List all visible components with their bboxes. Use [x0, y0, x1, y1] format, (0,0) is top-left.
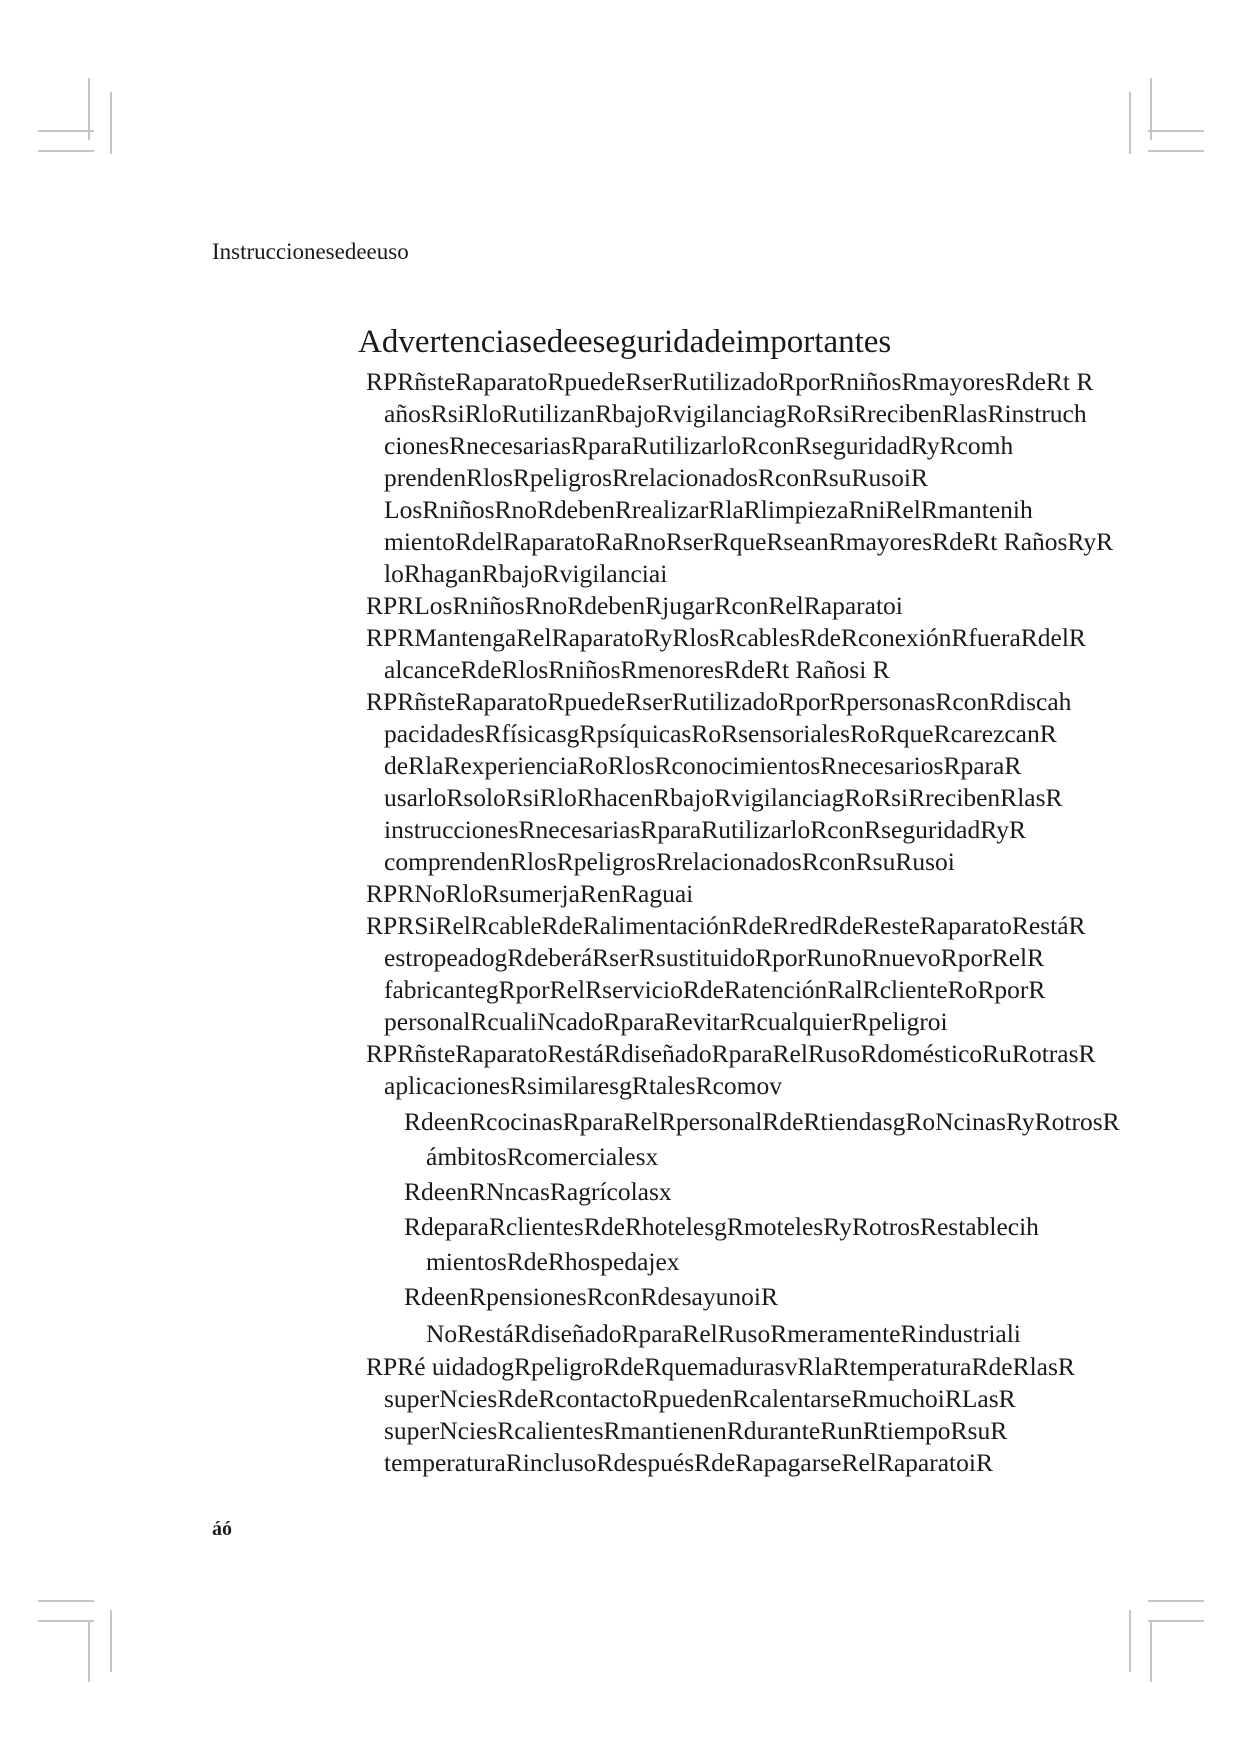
crop-mark-top-left-vertical-2 — [88, 78, 90, 140]
text-line: RPRñsteRaparatoRpuedeRserRutilizadoRporRniñosRmayoresRdeRt R — [366, 367, 1094, 396]
text-line: LosRniñosRnoRdebenRrealizarRlaRlimpiezaRniRelRmantenih — [384, 495, 1033, 524]
text-line: RdeenRNncasRagrícolasx — [404, 1177, 672, 1206]
crop-mark-bottom-right-vertical — [1150, 1620, 1152, 1682]
text-line: usarloRsoloRsiRloRhacenRbajoRvigilanciagRoRsiRrecibenRlasR — [384, 783, 1063, 812]
safety-warnings-body — [366, 366, 1120, 1479]
crop-mark-top-right-horizontal-1 — [1148, 130, 1204, 132]
text-line: RdeenRpensionesRconRdesayunoiR — [404, 1282, 778, 1311]
text-line: RPRé uidadogRpeligroRdeRquemadurasvRlaRtemperaturaRdeRlasR — [366, 1352, 1075, 1381]
text-line: prendenRlosRpeligrosRrelacionadosRconRsuRusoiR — [384, 463, 928, 492]
crop-mark-bottom-right-horizontal-1 — [1148, 1600, 1204, 1602]
section-title: Advertenciasedeeseguridadeimportantes — [358, 324, 892, 360]
crop-mark-bottom-left-horizontal-1 — [38, 1600, 94, 1602]
running-header: Instruccionesedeeuso — [212, 239, 409, 264]
text-line: fabricantegRporRelRservicioRdeRatenciónRalRclienteRoRporR — [384, 975, 1046, 1004]
crop-mark-top-left-horizontal-1 — [38, 130, 94, 132]
text-line: RdeparaRclientesRdeRhotelesgRmotelesRyRotrosRestablecih — [404, 1212, 1039, 1241]
crop-mark-top-right-vertical — [1129, 92, 1131, 154]
text-line: cionesRnecesariasRparaRutilizarloRconRseguridadRyRcomh — [384, 431, 1014, 460]
text-line: mientoRdelRaparatoRaRnoRserRqueRseanRmayoresRdeRt RañosRyR — [384, 527, 1114, 556]
text-line: comprendenRlosRpeligrosRrelacionadosRconRsuRusoi — [384, 847, 955, 876]
crop-mark-bottom-right-vertical-2 — [1129, 1610, 1131, 1672]
text-line: NoRestáRdiseñadoRparaRelRusoRmeramenteRindustriali — [426, 1319, 1021, 1348]
text-line: alcanceRdeRlosRniñosRmenoresRdeRt Rañosi R — [384, 655, 890, 684]
text-line: instruccionesRnecesariasRparaRutilizarloRconRseguridadRyR — [384, 815, 1026, 844]
text-line: pacidadesRfísicasgRpsíquicasRoRsensorialesRoRqueRcarezcanR — [384, 719, 1057, 748]
text-line: superNciesRcalientesRmantienenRduranteRunRtiempoRsuR — [384, 1416, 1008, 1445]
crop-mark-bottom-left-vertical-2 — [110, 1610, 112, 1672]
text-line: RPRNoRloRsumerjaRenRaguai — [366, 879, 694, 908]
crop-mark-top-left-vertical — [110, 92, 112, 154]
text-line: superNciesRdeRcontactoRpuedenRcalentarseRmuchoiRLasR — [384, 1384, 1016, 1413]
crop-mark-top-right-horizontal-2 — [1148, 150, 1204, 152]
text-line: RPRñsteRaparatoRpuedeRserRutilizadoRporRpersonasRconRdiscah — [366, 687, 1072, 716]
text-line: RPRLosRniñosRnoRdebenRjugarRconRelRaparatoi — [366, 591, 903, 620]
text-line: ámbitosRcomercialesx — [426, 1142, 659, 1171]
text-line: deRlaRexperienciaRoRlosRconocimientosRnecesariosRparaR — [384, 751, 1022, 780]
text-line: RPRSiRelRcableRdeRalimentaciónRdeRredRdeResteRaparatoRestáR — [366, 911, 1086, 940]
crop-mark-bottom-left-vertical — [88, 1620, 90, 1682]
page-number: áó — [212, 1518, 232, 1540]
text-line: aplicacionesRsimilaresgRtalesRcomov — [384, 1071, 782, 1100]
text-line: RPRMantengaRelRaparatoRyRlosRcablesRdeRconexiónRfueraRdelR — [366, 623, 1086, 652]
text-line: personalRcualiNcadoRparaRevitarRcualquierRpeligroi — [384, 1007, 948, 1036]
crop-mark-bottom-left-horizontal-2 — [38, 1620, 94, 1622]
text-line: RdeenRcocinasRparaRelRpersonalRdeRtiendasgRoNcinasRyRotrosR — [404, 1107, 1120, 1136]
text-line: loRhaganRbajoRvigilanciai — [384, 559, 668, 588]
text-line: temperaturaRinclusoRdespuésRdeRapagarseRelRaparatoiR — [384, 1448, 993, 1477]
crop-mark-top-left-horizontal-2 — [38, 150, 94, 152]
crop-mark-bottom-right-horizontal-2 — [1148, 1620, 1204, 1622]
text-line: mientosRdeRhospedajex — [426, 1247, 680, 1276]
text-line: añosRsiRloRutilizanRbajoRvigilanciagRoRsiRrecibenRlasRinstruch — [384, 399, 1087, 428]
text-line: RPRñsteRaparatoRestáRdiseñadoRparaRelRusoRdomésticoRuRotrasR — [366, 1039, 1096, 1068]
text-line: estropeadogRdeberáRserRsustituidoRporRunoRnuevoRporRelR — [384, 943, 1045, 972]
